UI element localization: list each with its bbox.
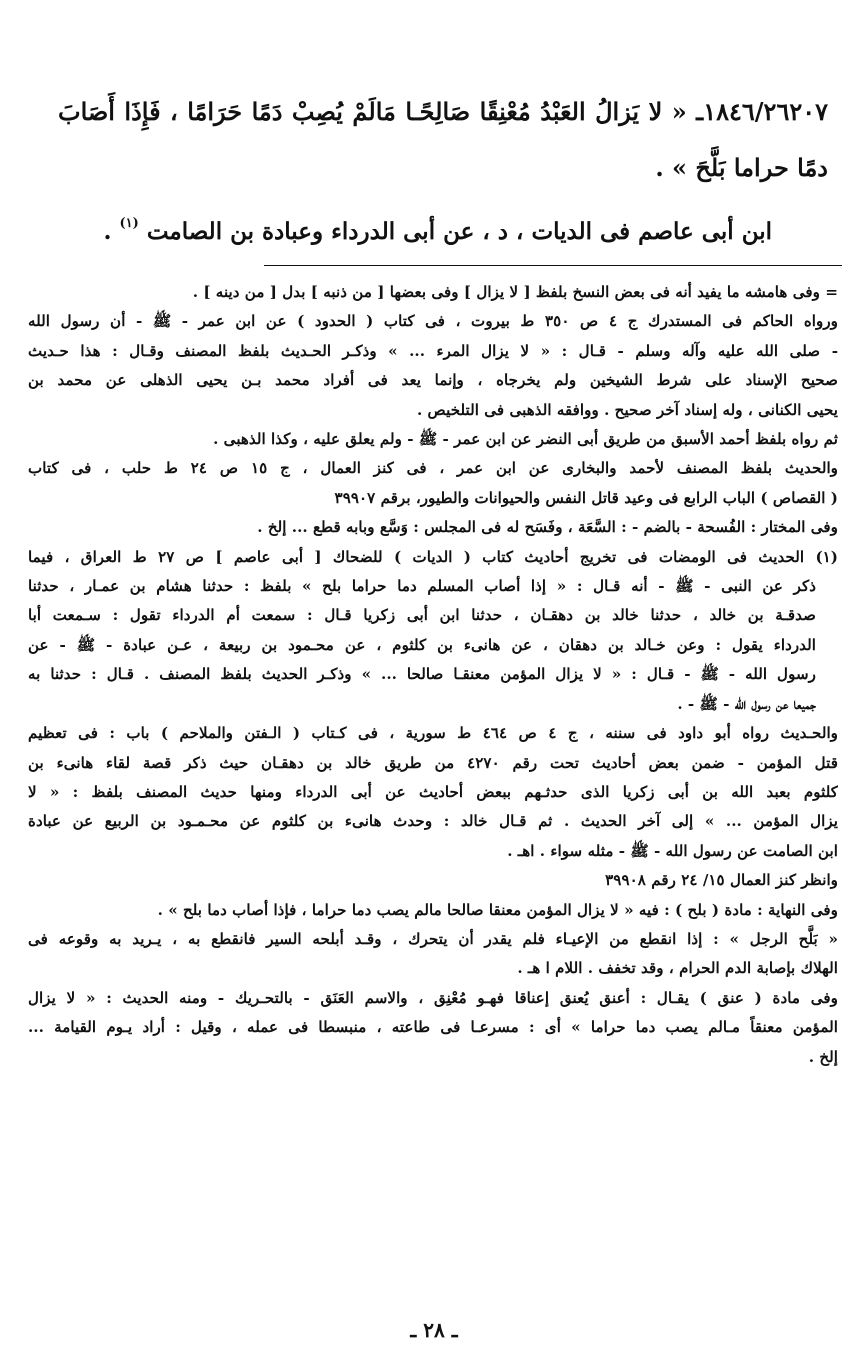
footnote-line: الدرداء يقول : وعن خـالد بن دهقان ، عن هانىء بن كلثوم ، عن محـمود بن ربيعة ، عـن عبادة - ﷺ - عن	[28, 635, 816, 654]
footnote-line: المؤمن معنقاً مـالم يصب دما حراما » أى : مسرعـا فى طاعته ، منبسطا فى عمله ، وقيل : أراد يـوم القيامة ...	[28, 1018, 838, 1037]
footnote-line: صدقـة بن خالد ، حدثنا خالد بن دهقـان ، حدثنا ابن أبى زكريا قـال : سمعت أم الدرداء تقول : سـمعت أبا	[28, 606, 816, 625]
footnote-reference: (١)	[119, 216, 139, 231]
footnote-line: صحيح الإسناد على شرط الشيخين ولم يخرجاه ، وإنما يعد فى أفراد محمد بـن يحيى الذهلى عن محمد بن	[28, 371, 838, 390]
footnote-line: ( القصاص ) الباب الرابع فى وعيد قاتل النفس والحيوانات والطيور، برقم ٣٩٩٠٧	[334, 488, 838, 507]
footnote-line: وانظر كنز العمال ١٥/ ٢٤ رقم ٣٩٩٠٨	[605, 871, 838, 890]
footnote-line: وفى النهاية : مادة ( بلح ) : فيه « لا يزال المؤمن معنقا صالحا مالم يصب دما حراما ، فإذا أصاب دما بلح » .	[157, 900, 838, 919]
footnote-line: يحيى الكنانى ، وله إسناد آخر صحيح . ووافقه الذهبى فى التلخيص .	[416, 400, 838, 419]
hadith-text-line-1: ١٨٤٦/٢٦٢٠٧ـ « لا يَزالُ العَبْدُ مُعْنِقًا صَالِحًـا مَالَمْ يُصِبْ دَمًا حَرَامًا ، فَإِذَا أَصَابَ	[58, 97, 828, 126]
hadith-text-line-2: دمًا حراما بَلَّحَ » .	[655, 153, 828, 182]
footnote-line: « بَلَّح الرجل » : إذا انقطع من الإعيـاء فلم يقدر أن يتحرك ، وقـد أبلحه السير فانقطع به ، يـريد به وقوعه فى	[28, 929, 838, 948]
footnote-line: = وفى هامشه ما يفيد أنه فى بعض النسخ بلفظ [ لا يزال ] وفى بعضها [ من ذنبه ] بدل [ من دينه ] .	[192, 283, 838, 301]
footnote-line: وفى المختار : الفُسحة - بالضم - : السَّعَة ، وفَسَح له فى المجلس : وَسَّع وبابه قطع ... إلخ .	[257, 518, 838, 537]
page-number: ـ ٢٨ ـ	[410, 1318, 458, 1342]
footnote-line: الهلاك بإصابة الدم الحرام ، وقد تخفف . اللام ا هـ .	[517, 959, 838, 978]
footnote-line: رسول الله - ﷺ - قـال : « لا يزال المؤمن معنقـا صالحا ... » وذكـر الحديث بلفظ المصنف . قـال : حدثنا به	[28, 665, 816, 684]
footnote-line: وفى مادة ( عنق ) يقـال : أعنق يُعنق إعناقا فهـو مُعْنِق ، والاسم العَنَق - بالتحـريك - ومنه الحديث : « لا يزال	[28, 988, 838, 1007]
footnote-line: ذكر عن النبى - ﷺ - أنه قـال : « إذا أصاب المسلم دما حراما بلح » بلفظ : حدثنا هشام بن عمـار ، حدثنا	[28, 577, 816, 596]
footnote-line: (١) الحديث فى الومضات فى تخريج أحاديث كتاب ( الديات ) للضحاك [ أبى عاصم ] ص ٢٧ ط العراق ، فيما	[28, 547, 838, 566]
footnote-line: - صلى الله عليه وآله وسلم - قـال : « لا يزال المرء ... » وذكـر الحـديث بلفظ المصنف وقـال : هذا حـديث	[28, 341, 838, 360]
footnote-line: ورواه الحاكم فى المستدرك ج ٤ ص ٣٥٠ ط بيروت ، فى كتاب ( الحدود ) عن ابن عمر - ﷺ - أن رسول الله	[28, 312, 838, 331]
footnote-line: ثم رواه بلفظ أحمد الأسبق من طريق أبى النضر عن ابن عمر - ﷺ - ولم يعلق عليه ، وكذا الذهبى .	[213, 430, 838, 449]
hadith-source-end: .	[103, 218, 120, 245]
footnote-line: كلثوم بعبد الله بن أبى زكريا الذى حدثـهم ببعض أحاديث عن أبى الدرداء ومنها حديث المصنف بلفظ : « لا	[28, 782, 838, 801]
footnote-divider	[264, 265, 842, 266]
footnote-line: قتل المؤمن - ضمن بعض أحاديث تحت رقم ٤٢٧٠ من طريق خالد بن دهقـان حيث ذكر قصة لقاء هانىء بن	[28, 753, 838, 772]
footnote-line: والحديث بلفظ المصنف لأحمد والبخارى عن ابن عمر ، فى كنز العمال ، ج ١٥ ص ٢٤ ط حلب ، فى كتاب	[28, 459, 838, 478]
footnote-line: يزال المؤمن ... » إلى آخر الحديث . ثم قـال خالد : وحدث هانىء بن كلثوم عن محـمـود بن الربيع عن عبادة	[28, 812, 838, 831]
footnote-line: جميعا عن رسول الله - ﷺ - .	[677, 694, 816, 713]
footnotes-block	[28, 278, 838, 1072]
hadith-source-text: ابن أبى عاصم فى الديات ، د ، عن أبى الدرداء وعبادة بن الصامت	[146, 218, 772, 245]
footnote-line: والحـديث رواه أبو داود فى سننه ، ج ٤ ص ٤٦٤ ط سورية ، فى كـتاب ( الـفتن والملاحم ) باب : فى تعظيم	[28, 724, 838, 743]
hadith-block	[58, 84, 828, 260]
footnote-line: إلخ .	[808, 1047, 838, 1066]
footnote-line: ابن الصامت عن رسول الله - ﷺ - مثله سواء . اهـ .	[507, 841, 838, 860]
hadith-source	[58, 196, 828, 260]
